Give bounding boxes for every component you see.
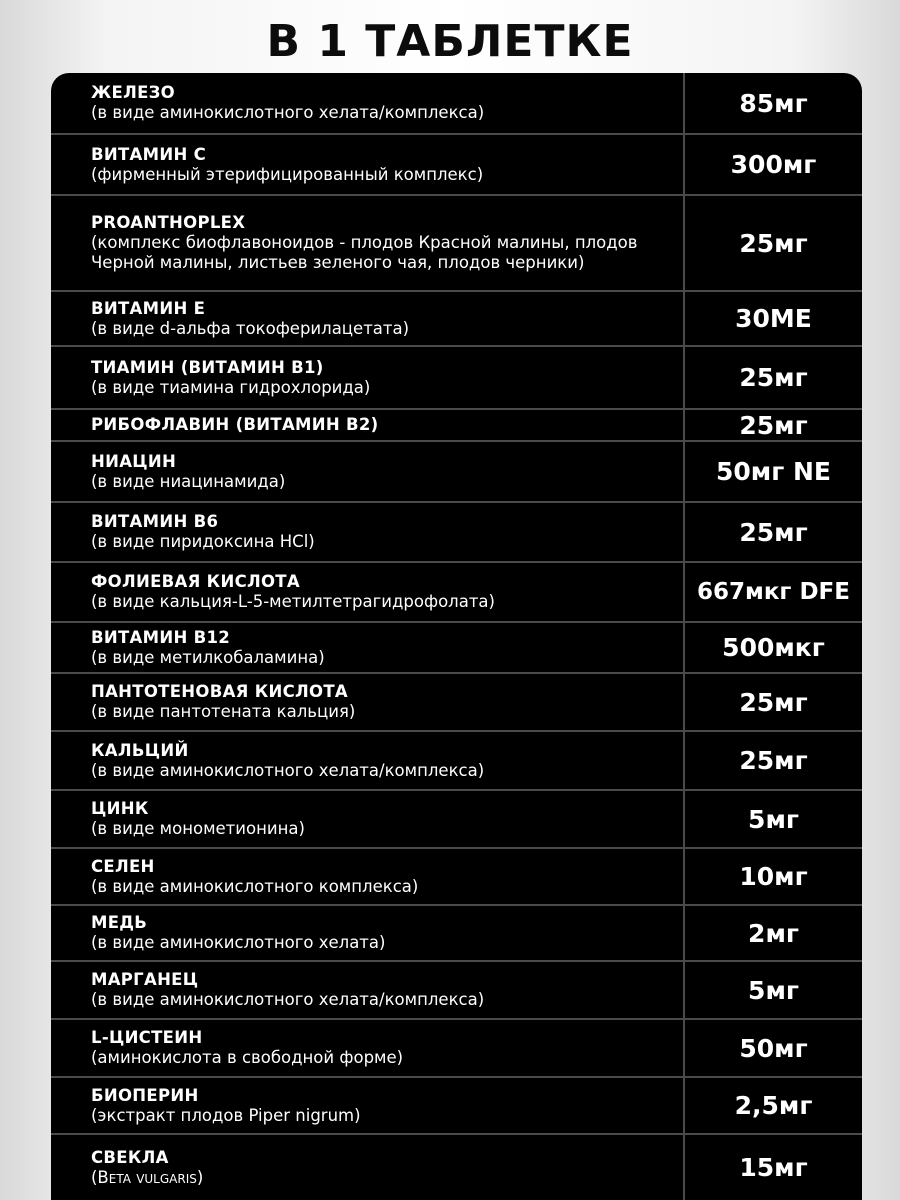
- nutrient-name-cell: [91, 1020, 676, 1076]
- nutrient-description: (в виде пантотената кальция): [91, 702, 356, 721]
- nutrient-name-cell: [91, 1078, 676, 1133]
- nutrient-name-cell: [91, 849, 676, 904]
- nutrient-amount: 300мг: [730, 150, 817, 179]
- nutrient-name: ТИАМИН (ВИТАМИН В1): [91, 357, 324, 377]
- nutrient-name: ВИТАМИН С: [91, 144, 207, 164]
- table-row: [51, 1133, 862, 1200]
- nutrient-description: (в виде метилкобаламина): [91, 647, 325, 667]
- nutrient-name: МЕДЬ: [91, 913, 148, 932]
- table-row: [51, 408, 862, 440]
- table-row: [51, 621, 862, 672]
- nutrient-name-cell: [91, 563, 676, 621]
- table-row: [51, 290, 862, 345]
- nutrient-amount: 25мг: [739, 746, 808, 775]
- nutrient-description: (в виде ниацинамида): [91, 471, 286, 491]
- nutrient-amount: 25мг: [739, 228, 808, 258]
- nutrient-name: ФОЛИЕВАЯ КИСЛОТА: [91, 572, 300, 591]
- nutrient-description: (в виде d-альфа токоферилацетата): [91, 318, 410, 338]
- table-row: [51, 194, 862, 290]
- nutrient-name: НИАЦИН: [91, 451, 177, 471]
- table-row: [51, 440, 862, 501]
- nutrient-name: ВИТАМИН В6: [91, 512, 219, 531]
- table-row: [51, 1076, 862, 1133]
- nutrient-name-cell: [91, 906, 676, 960]
- nutrient-description: (в виде аминокислотного комплекса): [91, 876, 419, 896]
- nutrient-amount: 30МЕ: [735, 304, 812, 333]
- table-row: [51, 789, 862, 847]
- nutrient-description: (комплекс биофлавоноидов - плодов Красной малины, плодов Черной малины, листьев зеленого чая, плодов черники): [91, 233, 638, 272]
- nutrient-table: [51, 73, 862, 1200]
- nutrient-description: (в виде кальция-L-5-метилтетрагидрофолата): [91, 592, 495, 611]
- nutrient-name-cell: [91, 442, 676, 501]
- nutrient-name-cell: [91, 73, 676, 133]
- page-title: В 1 ТАБЛЕТКЕ: [266, 16, 634, 67]
- nutrient-description: (в виде аминокислотного хелата/комплекса): [91, 990, 485, 1009]
- nutrient-amount: 5мг: [748, 804, 799, 834]
- nutrient-name: ПАНТОТЕНОВАЯ КИСЛОТА: [91, 682, 348, 701]
- nutrient-name: БИОПЕРИН: [91, 1085, 199, 1105]
- table-row: [51, 672, 862, 730]
- nutrient-amount: 15мг: [739, 1153, 808, 1182]
- nutrient-name-cell: [91, 503, 676, 561]
- table-row: [51, 1018, 862, 1076]
- table-row: [51, 730, 862, 789]
- table-row: [51, 561, 862, 621]
- nutrient-amount: 500мкг: [722, 633, 825, 662]
- nutrient-amount: 25мг: [739, 410, 808, 440]
- nutrient-amount: 50мг: [739, 1033, 808, 1063]
- nutrient-description: (в виде аминокислотного хелата/комплекса): [91, 760, 485, 780]
- nutrient-description: (в виде аминокислотного хелата/комплекса): [91, 103, 485, 122]
- nutrient-amount: 2,5мг: [734, 1091, 813, 1120]
- nutrient-amount: 25мг: [739, 687, 808, 717]
- nutrient-name: ВИТАМИН В12: [91, 627, 231, 647]
- nutrient-name: ВИТАМИН Е: [91, 298, 206, 318]
- nutrient-name: РИБОФЛАВИН (ВИТАМИН В2): [91, 415, 379, 434]
- nutrient-name: СЕЛЕН: [91, 856, 155, 876]
- nutrient-amount: 25мг: [739, 363, 808, 392]
- nutrient-name-cell: [91, 410, 676, 440]
- nutrient-name-cell: [91, 135, 676, 194]
- nutrient-name: ЦИНК: [91, 799, 149, 818]
- table-row: [51, 73, 862, 133]
- nutrient-amount: 25мг: [739, 517, 808, 547]
- nutrient-name-cell: [91, 292, 676, 345]
- nutrient-name-cell: [91, 791, 676, 847]
- nutrient-name: СВЕКЛА: [91, 1147, 169, 1167]
- nutrient-name-cell: [91, 1135, 676, 1200]
- nutrient-amount: 667мкг DFE: [697, 579, 850, 605]
- nutrient-amount: 50мг NE: [716, 457, 831, 486]
- table-row: [51, 133, 862, 194]
- nutrient-name: ЖЕЛЕЗО: [91, 83, 175, 102]
- nutrient-description: (в виде аминокислотного хелата): [91, 933, 386, 952]
- nutrient-description: (в виде монометионина): [91, 819, 305, 838]
- nutrient-amount: 85мг: [739, 88, 808, 118]
- nutrient-name-cell: [91, 674, 676, 730]
- table-row: [51, 345, 862, 408]
- nutrient-name-cell: [91, 962, 676, 1018]
- nutrient-description: (аминокислота в свободной форме): [91, 1048, 404, 1067]
- nutrient-name-cell: [91, 347, 676, 408]
- nutrient-description: (в виде тиамина гидрохлорида): [91, 377, 371, 397]
- nutrient-amount: 2мг: [748, 918, 799, 948]
- table-row: [51, 904, 862, 960]
- nutrient-name: L-ЦИСТЕИН: [91, 1028, 203, 1047]
- nutrient-amount: 10мг: [739, 862, 808, 891]
- nutrient-description: (в виде пиридоксина HCl): [91, 532, 315, 551]
- nutrient-name-cell: [91, 196, 676, 290]
- nutrient-name: КАЛЬЦИЙ: [91, 740, 189, 760]
- nutrient-name-cell: [91, 732, 676, 789]
- table-row: [51, 960, 862, 1018]
- table-row: [51, 847, 862, 904]
- nutrient-name-cell: [91, 623, 676, 672]
- nutrient-description: (экстракт плодов Piper nigrum): [91, 1105, 361, 1125]
- table-row: [51, 501, 862, 561]
- nutrient-description: (фирменный этерифицированный комплекс): [91, 164, 484, 184]
- nutrient-description: (Beta vulgaris): [91, 1167, 204, 1187]
- nutrient-name: PROANTHOPLEX: [91, 213, 246, 232]
- nutrient-amount: 5мг: [748, 975, 799, 1005]
- nutrient-name: МАРГАНЕЦ: [91, 970, 199, 989]
